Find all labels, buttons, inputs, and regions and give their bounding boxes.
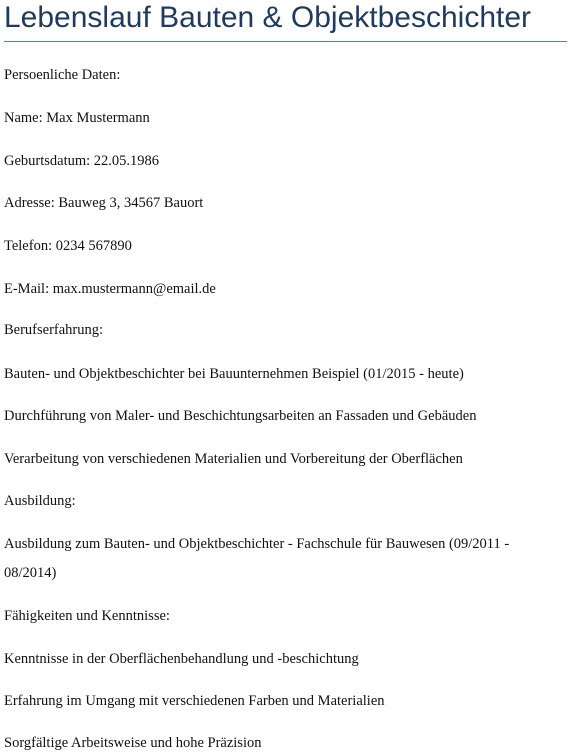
education-item: Ausbildung zum Bauten- und Objektbeschichter - Fachschule für Bauwesen (09/2011 - xyxy=(4,536,510,552)
skills-heading: Fähigkeiten und Kenntnisse: xyxy=(4,608,170,624)
experience-item: Verarbeitung von verschiedenen Materialien und Vorbereitung der Oberflächen xyxy=(4,451,463,467)
personal-phone: Telefon: 0234 567890 xyxy=(4,238,132,254)
title-underline xyxy=(4,41,567,42)
personal-heading: Persoenliche Daten: xyxy=(4,67,121,83)
education-heading: Ausbildung: xyxy=(4,493,76,509)
skills-item: Sorgfältige Arbeitsweise und hohe Präzision xyxy=(4,735,262,751)
document-title: Lebenslauf Bauten & Objektbeschichter xyxy=(4,1,532,34)
education-item-continuation: 08/2014) xyxy=(4,565,57,581)
personal-email: E-Mail: max.mustermann@email.de xyxy=(4,281,216,297)
skills-item: Erfahrung im Umgang mit verschiedenen Farben und Materialien xyxy=(4,693,385,709)
personal-birthdate: Geburtsdatum: 22.05.1986 xyxy=(4,153,160,169)
skills-item: Kenntnisse in der Oberflächenbehandlung und -beschichtung xyxy=(4,651,359,667)
experience-item: Durchführung von Maler- und Beschichtungsarbeiten an Fassaden und Gebäuden xyxy=(4,408,477,424)
personal-address: Adresse: Bauweg 3, 34567 Bauort xyxy=(4,195,204,211)
experience-item: Bauten- und Objektbeschichter bei Bauunternehmen Beispiel (01/2015 - heute) xyxy=(4,366,464,382)
experience-heading: Berufserfahrung: xyxy=(4,322,104,338)
personal-name: Name: Max Mustermann xyxy=(4,110,150,126)
